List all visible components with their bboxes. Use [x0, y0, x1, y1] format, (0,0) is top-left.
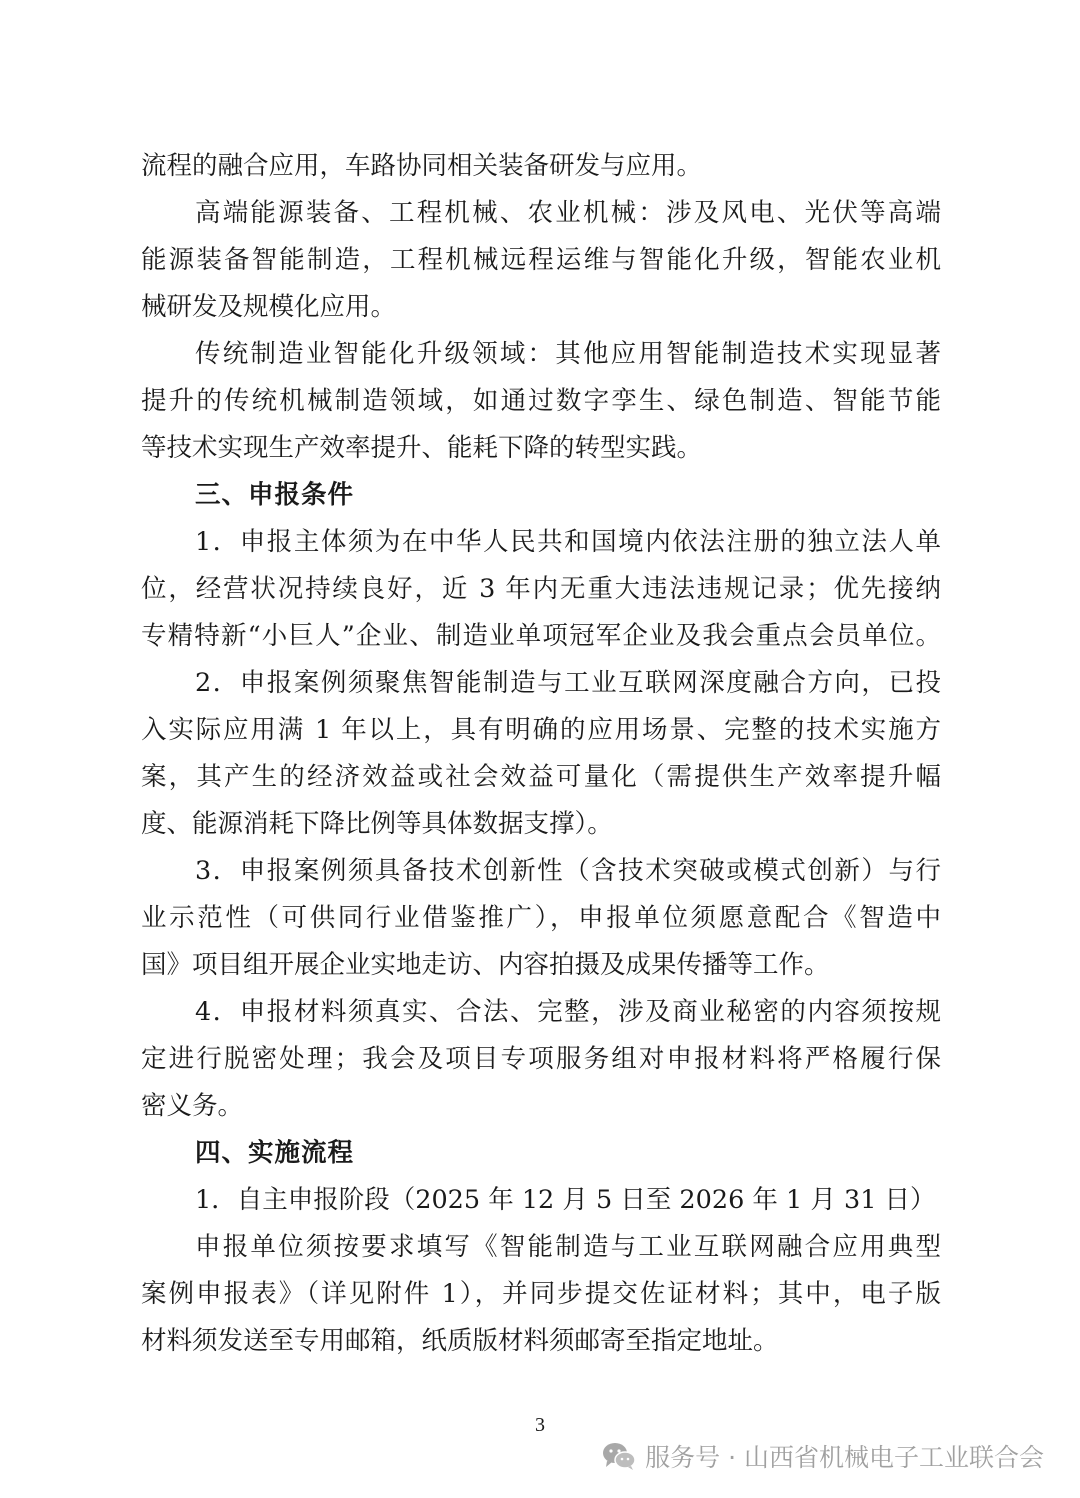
body-line: 案，其产生的经济效益或社会效益可量化（需提供生产效率提升幅 [141, 762, 941, 792]
body-line: 械研发及规模化应用。 [141, 292, 397, 322]
body-line: 业示范性（可供同行业借鉴推广），申报单位须愿意配合《智造中 [141, 903, 941, 933]
watermark-text: 服务号 · 山西省机械电子工业联合会 [645, 1443, 1044, 1472]
body-line: 3．申报案例须具备技术创新性（含技术突破或模式创新）与行 [195, 856, 941, 886]
body-line: 材料须发送至专用邮箱，纸质版材料须邮寄至指定地址。 [141, 1326, 779, 1356]
body-line: 定进行脱密处理；我会及项目专项服务组对申报材料将严格履行保 [141, 1044, 941, 1074]
body-line: 4．申报材料须真实、合法、完整，涉及商业秘密的内容须按规 [195, 997, 941, 1027]
body-line: 申报单位须按要求填写《智能制造与工业互联网融合应用典型 [195, 1232, 941, 1262]
wechat-icon [601, 1441, 637, 1471]
body-line: 度、能源消耗下降比例等具体数据支撑）。 [141, 809, 613, 839]
watermark [601, 1441, 1044, 1471]
body-line: 流程的融合应用，车路协同相关装备研发与应用。 [141, 151, 703, 181]
body-line: 密义务。 [141, 1091, 244, 1121]
section-heading: 三、申报条件 [195, 480, 355, 510]
body-line: 1．自主申报阶段（2025 年 12 月 5 日至 2026 年 1 月 31 日） [195, 1185, 936, 1215]
body-line: 提升的传统机械制造领域，如通过数字孪生、绿色制造、智能节能 [141, 386, 941, 416]
section-heading: 四、实施流程 [195, 1138, 355, 1168]
body-line: 案例申报表》（详见附件 1），并同步提交佐证材料；其中，电子版 [141, 1279, 941, 1309]
body-line: 等技术实现生产效率提升、能耗下降的转型实践。 [141, 433, 703, 463]
body-line: 高端能源装备、工程机械、农业机械：涉及风电、光伏等高端 [195, 198, 941, 228]
body-line: 专精特新“小巨人”企业、制造业单项冠军企业及我会重点会员单位。 [141, 621, 941, 651]
body-line: 2．申报案例须聚焦智能制造与工业互联网深度融合方向，已投 [195, 668, 941, 698]
body-line: 1．申报主体须为在中华人民共和国境内依法注册的独立法人单 [195, 527, 941, 557]
body-line: 传统制造业智能化升级领域：其他应用智能制造技术实现显著 [195, 339, 941, 369]
body-line: 能源装备智能制造，工程机械远程运维与智能化升级，智能农业机 [141, 245, 941, 275]
page-number: 3 [535, 1414, 545, 1436]
body-line: 入实际应用满 1 年以上，具有明确的应用场景、完整的技术实施方 [141, 715, 941, 745]
body-line: 国》项目组开展企业实地走访、内容拍摄及成果传播等工作。 [141, 950, 830, 980]
body-line: 位，经营状况持续良好，近 3 年内无重大违法违规记录；优先接纳 [141, 574, 941, 604]
